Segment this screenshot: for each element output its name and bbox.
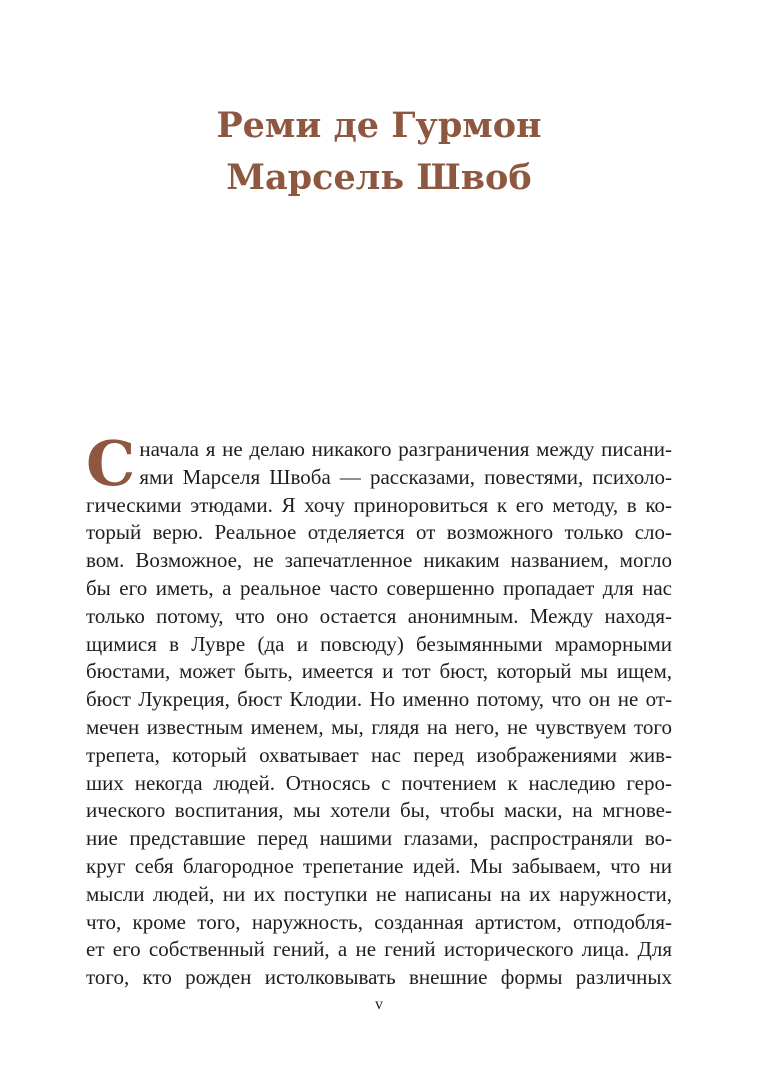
text-line: бюстами, может быть, имеется и тот бюст, который мы ищем, — [86, 659, 672, 684]
text-line: ние представшие перед нашими глазами, распространяли во- — [86, 826, 672, 851]
text-line: гическими этюдами. Я хочу приноровиться к его методу, в ко- — [86, 492, 672, 517]
text-line: ями Марселя Швоба — рассказами, повестями, психоло- — [139, 464, 672, 489]
title-line-2: Марсель Швоб — [226, 157, 532, 198]
chapter-title — [0, 100, 758, 204]
title-line-1: Реми де Гурмон — [216, 105, 542, 146]
text-line: торый верю. Реальное отделяется от возможного только сло- — [86, 520, 672, 545]
text-line: вом. Возможное, не запечатленное никаким названием, могло — [86, 548, 672, 573]
text-line: что, кроме того, наружность, созданная артистом, отподобля- — [86, 909, 672, 934]
text-line: того, кто рожден истолковывать внешние формы различных — [86, 965, 672, 990]
text-line: только потому, что оно остается анонимным. Между находя- — [86, 603, 672, 628]
text-line: ших некогда людей. Относясь с почтением к наследию геро- — [86, 770, 672, 795]
body-text — [86, 427, 672, 992]
text-line: мысли людей, ни их поступки не написаны на их наружности, — [86, 881, 672, 906]
drop-cap: С — [86, 427, 136, 500]
text-line: бюст Лукреция, бюст Клодии. Но именно потому, что он не от- — [86, 687, 672, 712]
text-line: начала я не делаю никакого разграничения между писани- — [139, 437, 672, 461]
page-number: v — [375, 996, 383, 1013]
text-line: бы его иметь, а реальное часто совершенно пропадает для нас — [86, 575, 672, 600]
text-line: круг себя благородное трепетание идей. Мы забываем, что ни — [86, 853, 672, 878]
text-line: мечен известным именем, мы, глядя на него, не чувствуем того — [86, 714, 672, 739]
text-line: щимися в Лувре (да и повсюду) безымянными мраморными — [86, 631, 672, 656]
text-line: трепета, который охватывает нас перед изображениями жив- — [86, 742, 672, 767]
text-line: ет его собственный гений, а не гений исторического лица. Для — [86, 937, 672, 962]
text-line: ического воспитания, мы хотели бы, чтобы маски, на мгнове- — [86, 798, 672, 823]
